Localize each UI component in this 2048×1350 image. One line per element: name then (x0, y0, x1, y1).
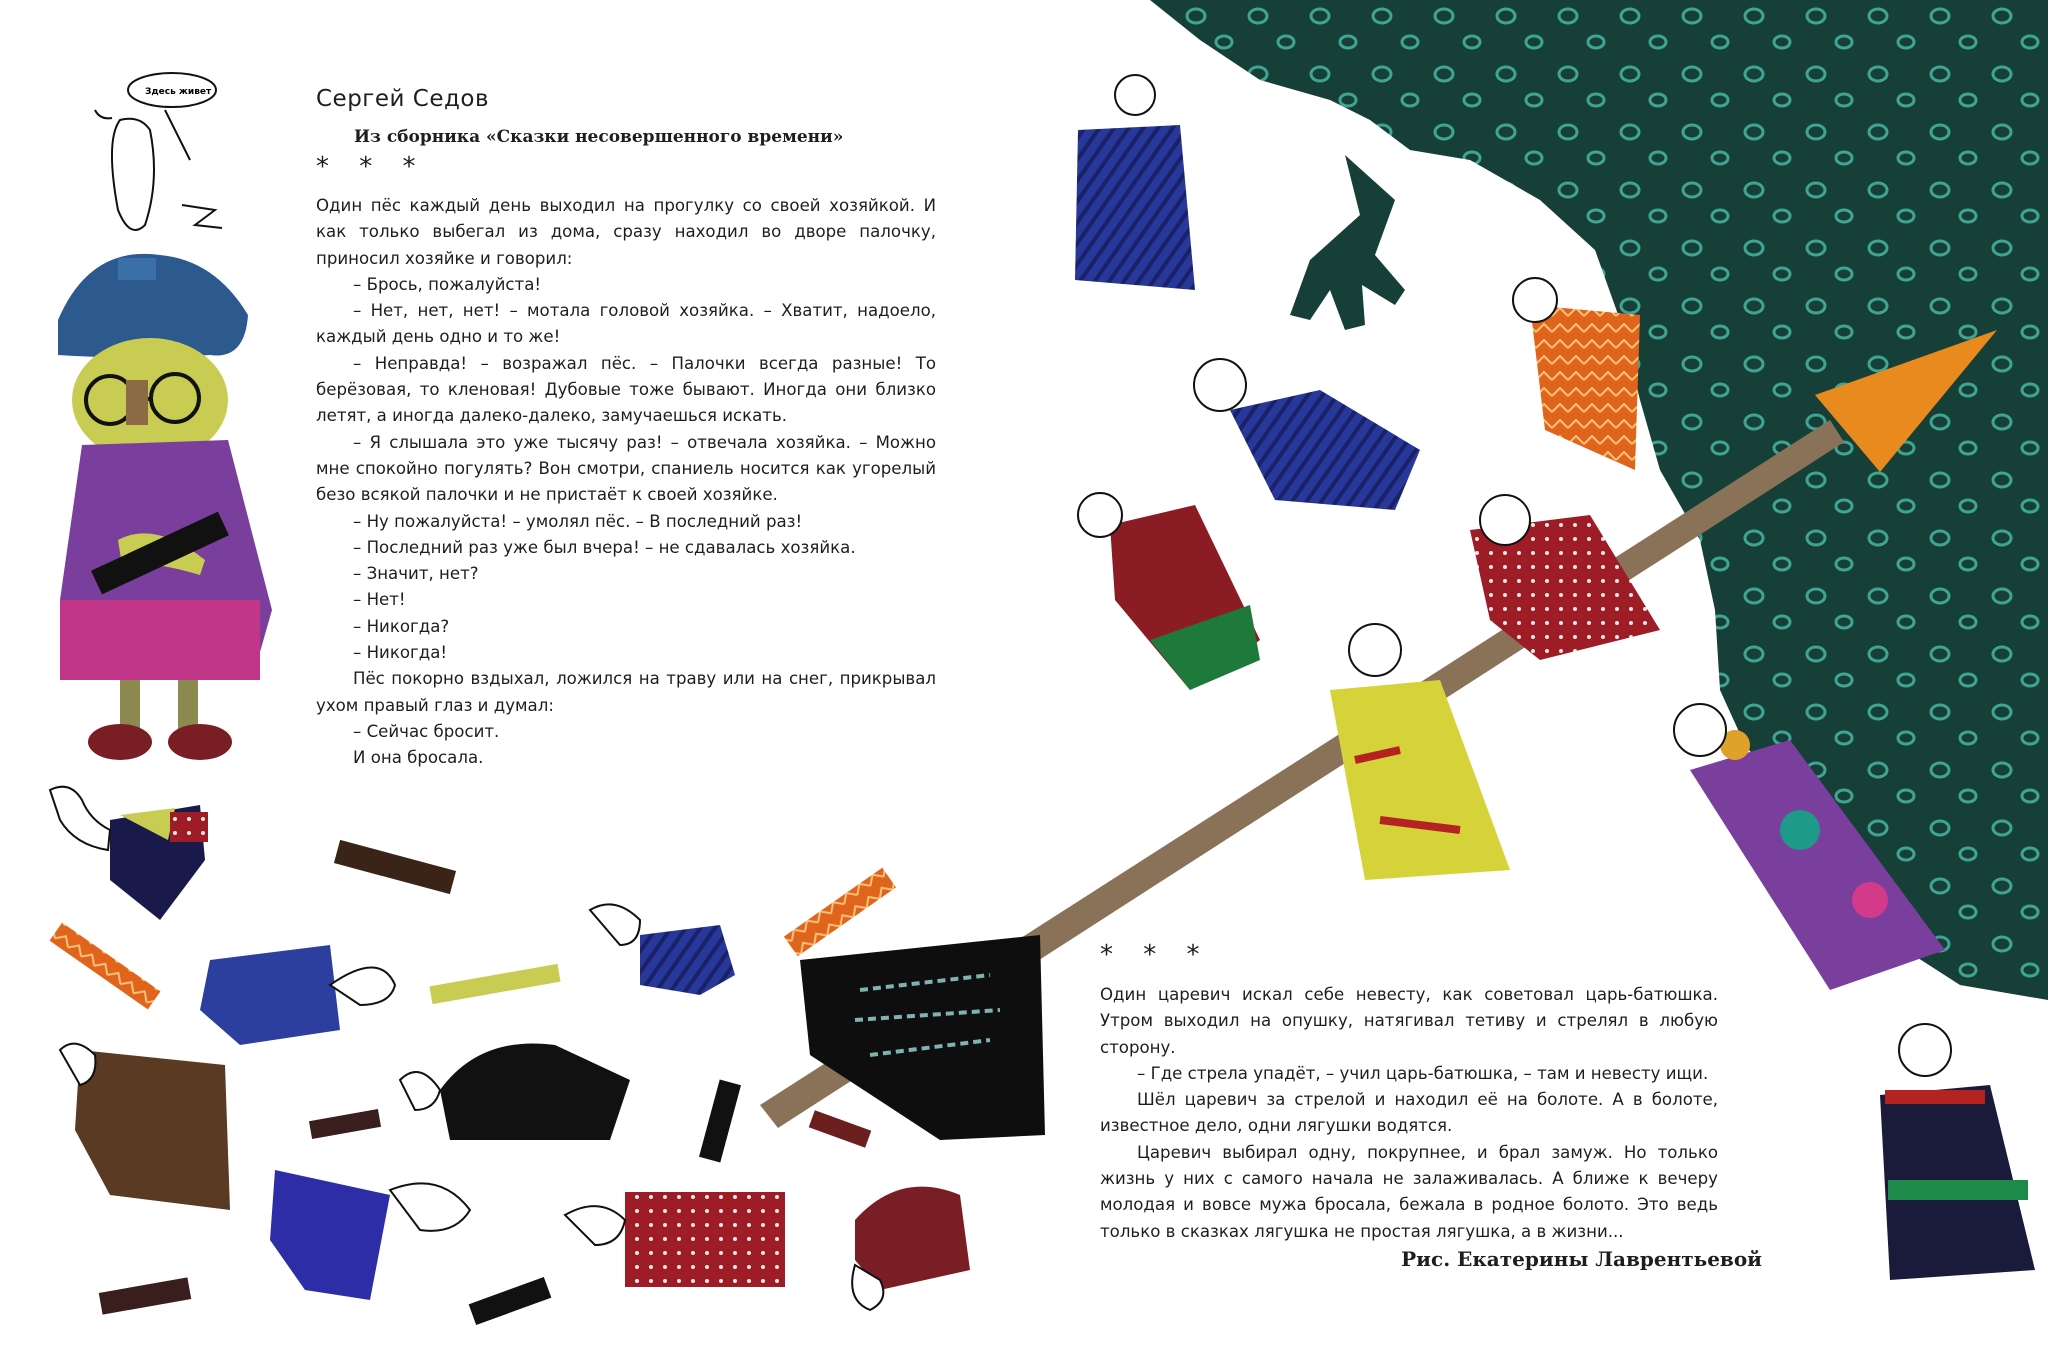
grandma-figure (58, 254, 272, 760)
paragraph: – Где стрела упадёт, – учил царь-батюшка, – там и невесту ищи. (1137, 1063, 1709, 1083)
sign-text: Здесь живет (145, 87, 212, 97)
paragraph: – Нет, нет, нет! – мотала головой хозяйка. – Хватит, надоело, каждый день одно и то же! (316, 301, 936, 347)
story-dog-text (316, 193, 936, 772)
paragraph: – Последний раз уже был вчера! – не сдавалась хозяйка. (353, 537, 856, 557)
paragraph: Шёл царевич за стрелой и находил её на болоте. А в болоте, известное дело, одни лягушки водятся. (1100, 1090, 1718, 1136)
paragraph: Царевич выбирал одну, покрупнее, и брал замуж. Но только жизнь у них с самого начала не залаживалась. А ближе к вечеру молодая и вовсе мужа бросала, бежала в родное болото. Это ведь только в сказках лягушка не простая лягушка, а в жизни... (1100, 1142, 1718, 1241)
frog-leg-shape (1290, 155, 1405, 330)
sign-doodle (95, 73, 222, 230)
paragraph: – Нет! (353, 590, 406, 610)
collection-title: Из сборника «Сказки несовершенного времени» (354, 127, 844, 147)
paragraph: – Ну пожалуйста! – умолял пёс. – В последний раз! (353, 511, 803, 531)
paragraph: Один царевич искал себе невесту, как советовал царь-батюшка. Утром выходил на опушку, натягивал тетиву и стрелял в любую сторону. (1100, 985, 1718, 1057)
paragraph: – Значит, нет? (353, 564, 479, 584)
paragraph: – Сейчас бросит. (353, 721, 500, 741)
paragraph: И она бросала. (353, 748, 484, 768)
paragraph: – Никогда? (353, 616, 450, 636)
paragraph: – Я слышала это уже тысячу раз! – отвечала хозяйка. – Можно мне спокойно погулять? Вон смотри, спаниель носится как угорелый безо всякой палочки и не пристаёт к своей хозяйке. (316, 432, 936, 505)
paragraph: Пёс покорно вздыхал, ложился на траву или на снег, прикрывал ухом правый глаз и думал: (316, 669, 936, 715)
paragraph: Один пёс каждый день выходил на прогулку со своей хозяйкой. И как только выбегал из дома, сразу находил во дворе палочку, приносил хозяйке и говорил: (316, 196, 936, 268)
paragraph: – Неправда! – возражал пёс. – Палочки всегда разные! То берёзовая, то кленовая! Дубовые тоже бывают. Иногда они близко летят, а иногда далеко-далеко, замучаешься искать. (316, 353, 936, 426)
story-tsarevich-text (1100, 982, 1718, 1245)
section-separator-2: * * * (1100, 940, 1211, 970)
illustrator-credit: Рис. Екатерины Лаврентьевой (1401, 1247, 1762, 1271)
section-separator: * * * (316, 152, 427, 182)
paragraph: – Никогда! (353, 643, 448, 663)
paragraph: – Брось, пожалуйста! (353, 274, 542, 294)
author-name: Сергей Седов (316, 86, 490, 112)
